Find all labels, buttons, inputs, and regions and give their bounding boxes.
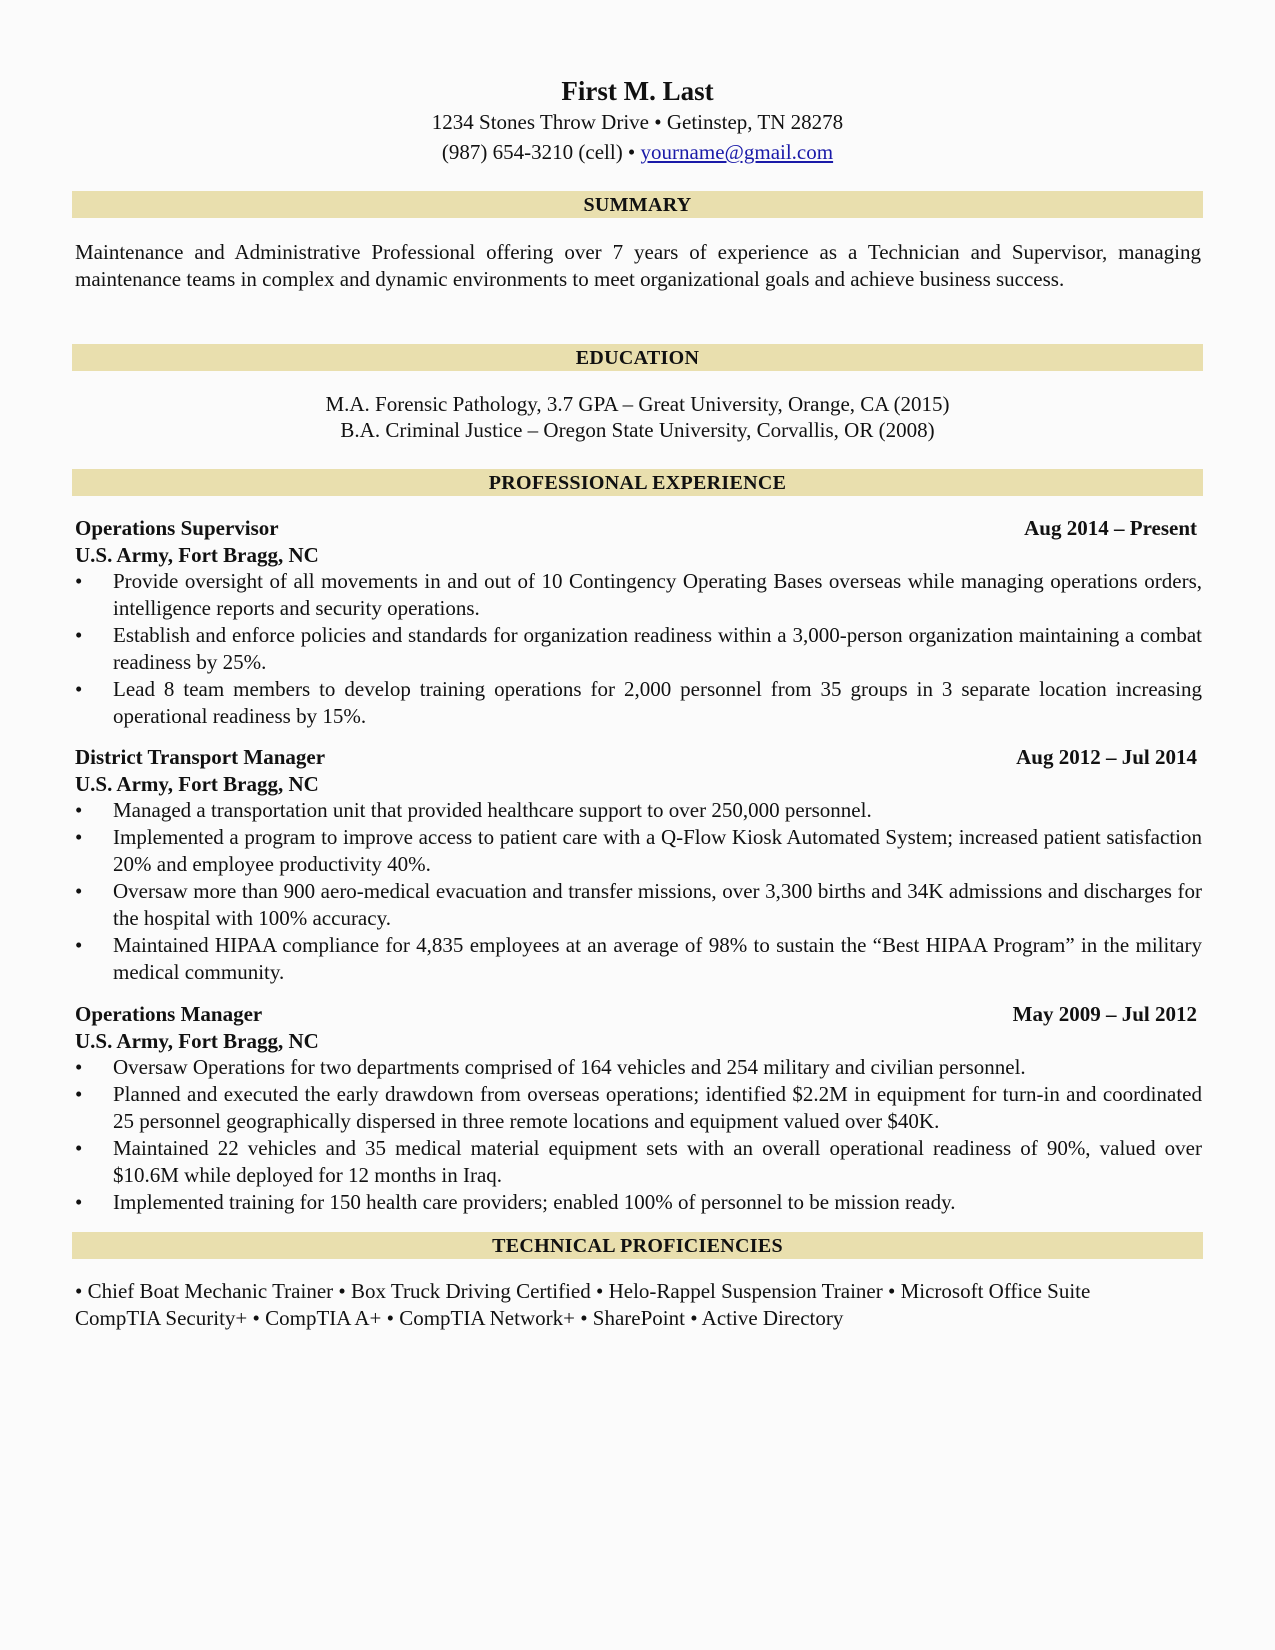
list-item: • Maintained HIPAA compliance for 4,835 employees at an average of 98% to sustain the “Best HIPAA Program” in the military medical community. — [75, 933, 1202, 984]
bullet-icon: • — [75, 1082, 83, 1106]
job-dates: Aug 2012 – Jul 2014 — [1016, 745, 1197, 769]
job-dates: Aug 2014 – Present — [1024, 516, 1197, 540]
section-header-experience: PROFESSIONAL EXPERIENCE — [72, 469, 1203, 496]
address: 1234 Stones Throw Drive • Getinstep, TN 28278 — [431, 110, 844, 134]
list-item: • Implemented training for 150 health care providers; enabled 100% of personnel to be mission ready. — [75, 1190, 956, 1214]
job-title: Operations Supervisor — [75, 516, 279, 540]
job-bullets — [75, 1054, 1202, 1216]
section-header-summary: SUMMARY — [72, 191, 1203, 218]
list-item: • Maintained 22 vehicles and 35 medical material equipment sets with an overall operational readiness of 90%, valued over $10.6M while deployed for 12 months in Iraq. — [75, 1136, 1202, 1187]
list-item: • Implemented a program to improve access to patient care with a Q-Flow Kiosk Automated System; increased patient satisfaction 20% and employee productivity 40%. — [75, 825, 1202, 876]
list-item: • Oversaw Operations for two departments comprised of 164 vehicles and 254 military and civilian personnel. — [75, 1055, 1026, 1079]
list-item: • Provide oversight of all movements in and out of 10 Contingency Operating Bases overseas while managing operations orders, intelligence reports and security operations. — [75, 569, 1202, 620]
bullet-icon: • — [75, 798, 83, 822]
bullet-icon: • — [75, 1190, 83, 1214]
education-entry: B.A. Criminal Justice – Oregon State University, Corvallis, OR (2008) — [340, 418, 935, 442]
skills-line: CompTIA Security+ • CompTIA A+ • CompTIA Network+ • SharePoint • Active Directory — [75, 1306, 844, 1330]
list-item: • Lead 8 team members to develop training operations for 2,000 personnel from 35 groups in 3 separate location increasing operational readiness by 15%. — [75, 677, 1202, 728]
job-bullets — [75, 568, 1202, 730]
candidate-name: First M. Last — [561, 76, 714, 106]
phone: (987) 654-3210 (cell) • — [441, 140, 641, 164]
list-item: • Oversaw more than 900 aero-medical evacuation and transfer missions, over 3,300 births and 34K admissions and discharges for the hospital with 100% accuracy. — [75, 879, 1202, 930]
contact-line — [0, 140, 1275, 165]
job-bullets — [75, 797, 1202, 986]
list-item: • Planned and executed the early drawdown from overseas operations; identified $2.2M in equipment for turn-in and coordinated 25 personnel geographically dispersed in three remote locations and equipment valued over $40K. — [75, 1082, 1202, 1133]
job-entry — [75, 515, 1202, 730]
email-link[interactable]: yourname@gmail.com — [640, 140, 834, 164]
job-title: Operations Manager — [75, 1002, 263, 1026]
job-entry — [75, 744, 1202, 986]
bullet-icon: • — [75, 623, 83, 647]
bullet-icon: • — [75, 933, 83, 957]
section-header-education: EDUCATION — [72, 344, 1203, 371]
bullet-icon: • — [75, 1136, 83, 1160]
job-title: District Transport Manager — [75, 745, 326, 769]
bullet-icon: • — [75, 677, 83, 701]
list-item: • Managed a transportation unit that provided healthcare support to over 250,000 personnel. — [75, 798, 872, 822]
skills-line: • Chief Boat Mechanic Trainer • Box Truck Driving Certified • Helo-Rappel Suspension Trainer • Microsoft Office Suite — [75, 1279, 1091, 1303]
bullet-icon: • — [75, 825, 83, 849]
job-dates: May 2009 – Jul 2012 — [1012, 1002, 1197, 1026]
bullet-icon: • — [75, 1055, 83, 1079]
summary-text: Maintenance and Administrative Professional offering over 7 years of experience as a Technician and Supervisor, managing maintenance teams in complex and dynamic environments to meet organizational goals and achieve business success. — [75, 240, 1201, 291]
job-organization: U.S. Army, Fort Bragg, NC — [75, 772, 319, 796]
job-entry — [75, 1001, 1202, 1216]
education-entry: M.A. Forensic Pathology, 3.7 GPA – Great University, Orange, CA (2015) — [325, 392, 950, 416]
list-item: • Establish and enforce policies and standards for organization readiness within a 3,000-person organization maintaining a combat readiness by 25%. — [75, 623, 1202, 674]
job-organization: U.S. Army, Fort Bragg, NC — [75, 1029, 319, 1053]
bullet-icon: • — [75, 879, 83, 903]
bullet-icon: • — [75, 569, 83, 593]
job-organization: U.S. Army, Fort Bragg, NC — [75, 543, 319, 567]
section-header-technical: TECHNICAL PROFICIENCIES — [72, 1232, 1203, 1259]
